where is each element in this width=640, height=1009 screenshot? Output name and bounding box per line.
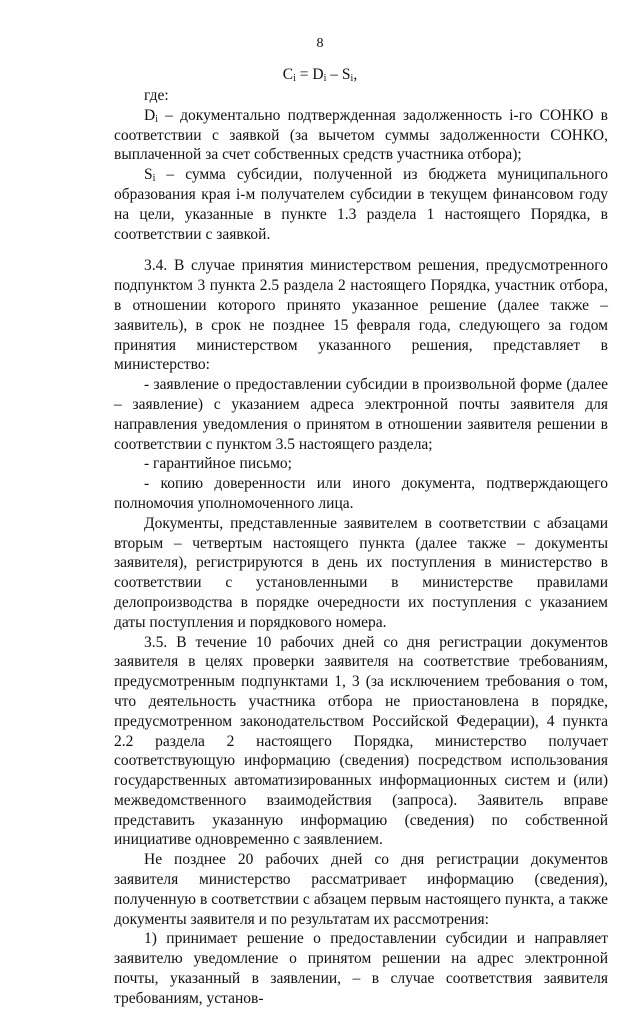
formula-sub-i: i [293,73,296,84]
variable-s: S [144,166,153,184]
formula-minus: – [326,66,342,83]
paragraph-documents-registration: Документы, представленные заявителем в соответствии с абзацами вторым – четвертым настоящего пункта (далее также – документы заявителя), регистрируются в день их поступления в министерство в соответствии с установленными в министерстве правилами делопроизводства в порядке очередности их поступления с указанием даты поступления и порядкового номера. [114,514,608,631]
variable-sub-i: i [155,113,158,125]
paragraph-3-5: 3.5. В течение 10 рабочих дней со дня регистрации документов заявителя в целях проверки заявителя на соответствие требованиям, предусмотренным подпунктами 1, 3 (за исключением требования о том, что деятельность участника отбора не приостановлена в порядке, предусмотренном законодательством Российской Федерации), 4 пункта 2.2 раздела 2 настоящего Порядка, министерство получает соответствующую информацию (сведения) посредством использования государственных автоматизированных информационных систем и (или) межведомственного взаимодействия (запроса). Заявитель вправе представить указанную информацию (сведения) по собственной инициативе одновременно с заявлением. [114,633,608,849]
list-item-application: - заявление о предоставлении субсидии в произвольной форме (далее – заявление) с указанием адреса электронной почты заявителя для направления уведомления о принятом в отношении заявителя решении в соответствии с пунктом 3.5 настоящего раздела; [114,376,608,453]
document-body [114,86,608,1009]
list-item-decision-1: 1) принимает решение о предоставлении субсидии и направляет заявителю уведомление о принятом решении на адрес электронной почты, указанный в заявлении, – в случае соответствия заявителя требованиям, установ- [114,930,608,1007]
formula-d: D [312,66,324,83]
formula-comma: , [353,66,358,83]
formula-equals: = [295,66,313,83]
paragraph-review-deadline: Не позднее 20 рабочих дней со дня регистрации документов заявителя министерство рассматривает информацию (сведения), полученную в соответствии с абзацем первым настоящего пункта, а также документы заявителя и по результатам их рассмотрения: [114,851,608,928]
paragraph-di-definition [114,106,608,165]
variable-d: D [144,106,156,124]
page-number: 8 [316,36,324,51]
definition-text: – документально подтвержденная задолженность i-го СОНКО в соответствии с заявкой (за вычетом суммы задолженности СОНКО, выплаченной за счет собственных средств участника отбора); [114,106,608,164]
formula [0,66,640,88]
paragraph-si-definition [114,165,608,244]
variable-sub-i: i [152,173,156,185]
list-item-guarantee-letter: - гарантийное письмо; [144,455,292,473]
paragraph-where: где: [144,87,169,104]
list-item-power-of-attorney: - копию доверенности или иного документа, подтверждающего полномочия уполномоченного лица. [114,475,608,512]
definition-text: – сумма субсидии, полученной из бюджета муниципального образования края i-м получателем субсидии в текущем финансовом году на цели, указанные в пункте 1.3 раздела 1 настоящего Порядка, в соответствии с заявкой. [114,166,608,243]
formula-sub-i: i [323,73,327,84]
formula-sub-i: i [350,73,354,84]
formula-s: S [341,66,351,83]
paragraph-3-4: 3.4. В случае принятия министерством решения, предусмотренного подпунктом 3 пункта 2.5 раздела 2 настоящего Порядка, участник отбора, в отношении которого принято указанное решение (далее также – заявитель), в срок не позднее 15 февраля года, следующего за годом принятия министерством указанного решения, представляет в министерство: [114,257,608,374]
formula-c: C [282,66,294,83]
